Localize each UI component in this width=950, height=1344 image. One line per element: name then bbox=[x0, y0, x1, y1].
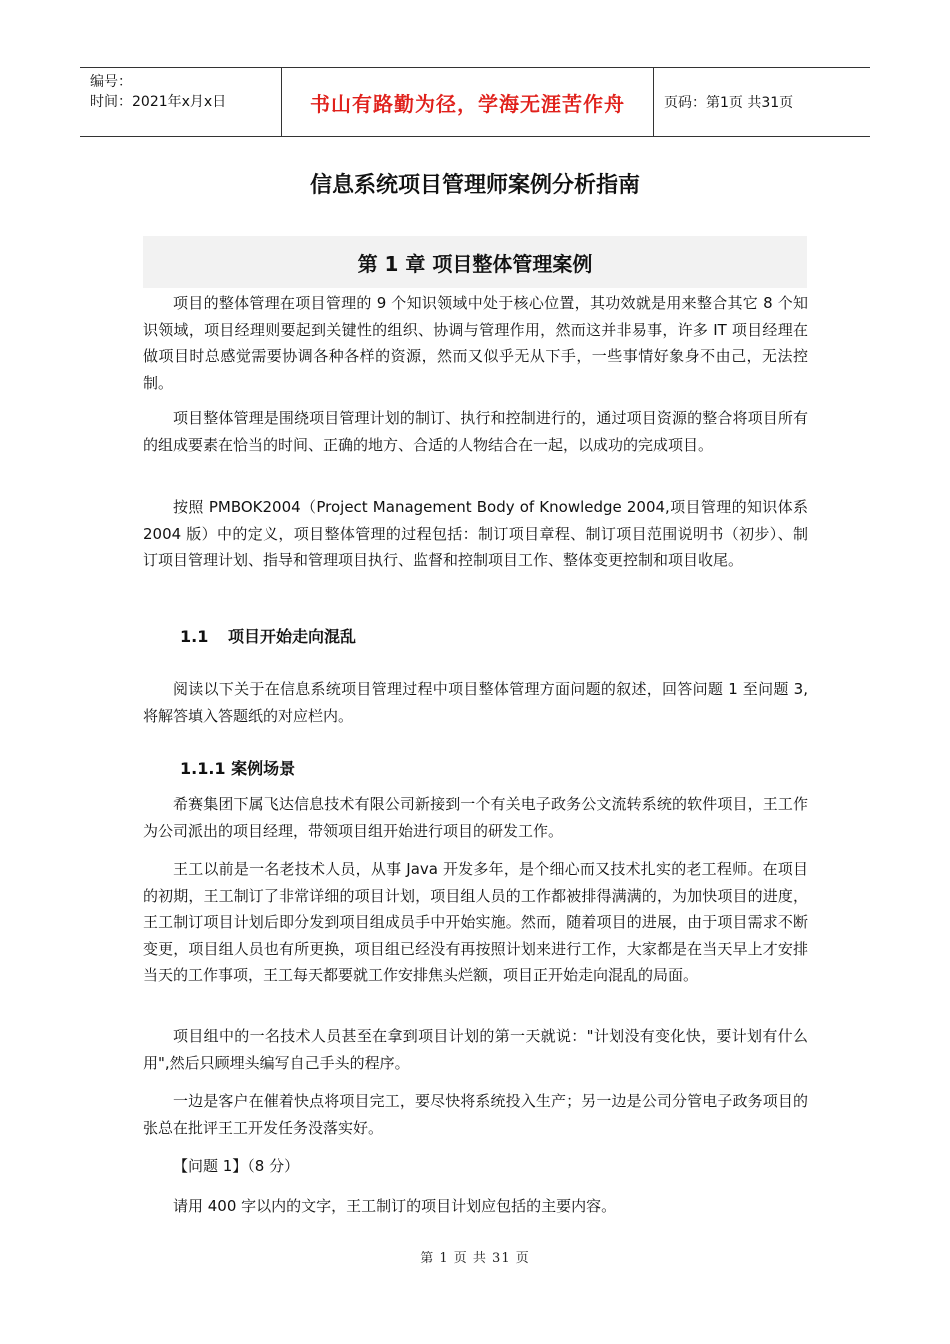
page-footer: 第 1 页 共 31 页 bbox=[420, 1251, 530, 1266]
case-paragraph: 项目组中的一名技术人员甚至在拿到项目计划的第一天就说："计划没有变化快，要计划有什么用",然后只顾埋头编写自己手头的程序。 bbox=[143, 1027, 808, 1072]
header-page-info: 页码：第1页 共31页 bbox=[664, 95, 794, 111]
intro-paragraph: 按照 PMBOK2004（Project Management Body of Knowledge 2004,项目管理的知识体系 2004 版）中的定义，项目整体管理的过程包括：制订项目章程、制订项目范围说明书（初步）、制订项目管理计划、指导和管理项目执行、监督和控制项目工作、整体变更控制和项目收尾。 bbox=[143, 498, 808, 569]
question-label: 【问题 1】（8 分） bbox=[173, 1157, 300, 1175]
intro-paragraph: 项目的整体管理在项目管理的 9 个知识领域中处于核心位置，其功效就是用来整合其它 8 个知识领域，项目经理则要起到关键性的组织、协调与管理作用，然而这并非易事，许多 IT 项目经理在做项目时总感觉需要协调各种各样的资源，然而又似乎无从下手，一些事情好象身不由己，无法控制。 bbox=[143, 294, 808, 392]
header-motto: 书山有路勤为径，学海无涯苦作舟 bbox=[281, 68, 654, 136]
header-meta bbox=[80, 68, 281, 136]
case-paragraph: 一边是客户在催着快点将项目完工，要尽快将系统投入生产；另一边是公司分管电子政务项目的张总在批评王工开发任务没落实好。 bbox=[143, 1092, 808, 1137]
chapter-title: 第 1 章 项目整体管理案例 bbox=[143, 236, 807, 288]
section-lead-paragraph: 阅读以下关于在信息系统项目管理过程中项目整体管理方面问题的叙述，回答问题 1 至问题 3,将解答填入答题纸的对应栏内。 bbox=[143, 680, 808, 725]
intro-paragraph: 项目整体管理是围绕项目管理计划的制订、执行和控制进行的，通过项目资源的整合将项目所有的组成要素在恰当的时间、正确的地方、合适的人物结合在一起，以成功的完成项目。 bbox=[143, 409, 808, 454]
case-paragraph: 希赛集团下属飞达信息技术有限公司新接到一个有关电子政务公文流转系统的软件项目，王工作为公司派出的项目经理，带领项目组开始进行项目的研发工作。 bbox=[143, 795, 808, 840]
serial-label: 编号： bbox=[90, 74, 132, 90]
document-title: 信息系统项目管理师案例分析指南 bbox=[309, 173, 640, 198]
question-text: 请用 400 字以内的文字，王工制订的项目计划应包括的主要内容。 bbox=[173, 1197, 617, 1215]
section-heading-1-1 bbox=[180, 624, 356, 647]
section-title: 项目开始走向混乱 bbox=[228, 627, 357, 646]
section-heading-1-1-1: 1.1.1 案例场景 bbox=[180, 759, 296, 778]
case-paragraph: 王工以前是一名老技术人员，从事 Java 开发多年，是个细心而又技术扎实的老工程师。在项目的初期，王工制订了非常详细的项目计划，项目组人员的工作都被排得满满的，为加快项目的进度，王工制订项目计划后即分发到项目组成员手中开始实施。然而，随着项目的进展，由于项目需求不断变更，项目组人员也有所更换，项目组已经没有再按照计划来进行工作，大家都是在当天早上才安排当天的工作事项，王工每天都要就工作安排焦头烂额，项目正开始走向混乱的局面。 bbox=[143, 860, 808, 984]
section-number: 1.1 bbox=[180, 627, 209, 646]
page-header bbox=[80, 67, 870, 137]
date-label: 时间：2021年x月x日 bbox=[90, 94, 227, 110]
